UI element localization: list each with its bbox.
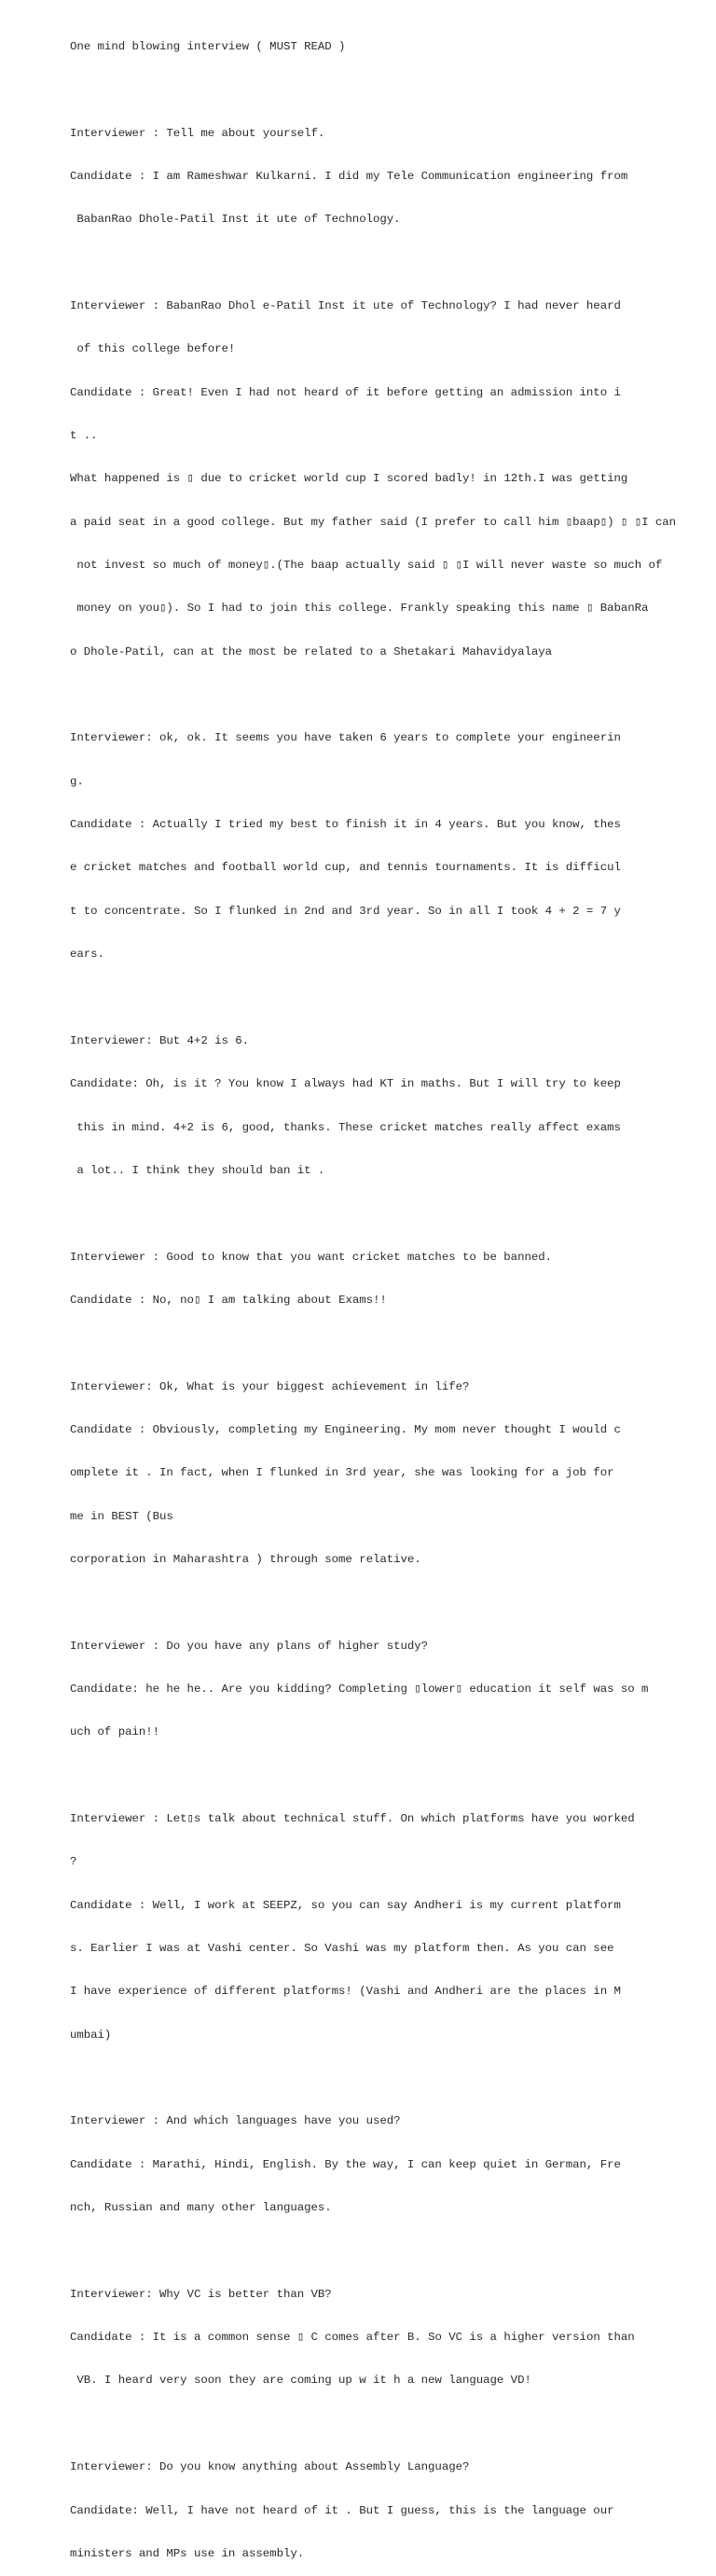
dialogue-line: Interviewer: Why VC is better than VB?: [70, 2287, 332, 2301]
dialogue-line: ?: [70, 1855, 77, 1869]
dialogue-line: omplete it . In fact, when I flunked in 3rd year, she was looking for a job for: [70, 1466, 614, 1480]
dialogue-line: Candidate : Well, I work at SEEPZ, so you can say Andheri is my current platform: [70, 1898, 621, 1912]
dialogue-line: BabanRao Dhole-Patil Inst it ute of Technology.: [70, 213, 401, 227]
blank-line: [70, 83, 695, 97]
dialogue-line: Candidate : It is a common sense ▯ C comes after B. So VC is a higher version than: [70, 2331, 635, 2345]
dialogue-line: Interviewer : Do you have any plans of higher study?: [70, 1639, 429, 1653]
dialogue-line: o Dhole-Patil, can at the most be related to a Shetakari Mahavidyalaya: [70, 644, 552, 658]
dialogue-line: Candidate: he he he.. Are you kidding? Completing ▯lower▯ education it self was so m: [70, 1682, 649, 1696]
blank-line: [70, 2071, 695, 2085]
dialogue-line: Interviewer: Do you know anything about Assembly Language?: [70, 2460, 470, 2474]
dialogue-line: Candidate : Obviously, completing my Engineering. My mom never thought I would c: [70, 1422, 621, 1436]
dialogue-line: g.: [70, 774, 84, 788]
dialogue-line: Interviewer: ok, ok. It seems you have taken 6 years to complete your engineerin: [70, 731, 621, 745]
dialogue-line: umbai): [70, 2028, 112, 2042]
dialogue-line: Candidate : No, no▯ I am talking about Exams!!: [70, 1293, 387, 1307]
dialogue-line: Candidate : Great! Even I had not heard of it before getting an admission into i: [70, 385, 621, 399]
dialogue-line: e cricket matches and football world cup, and tennis tournaments. It is difficul: [70, 861, 621, 875]
dialogue-line: a paid seat in a good college. But my father said (I prefer to call him ▯baap▯) ▯ ▯I can: [70, 515, 677, 529]
dialogue-line: Interviewer : Let▯s talk about technical stuff. On which platforms have you worked: [70, 1812, 635, 1825]
blank-line: [70, 2244, 695, 2258]
document-title: One mind blowing interview ( MUST READ ): [70, 39, 346, 53]
dialogue-line: I have experience of different platforms! (Vashi and Andheri are the places in M: [70, 1985, 621, 1999]
dialogue-line: Candidate : Actually I tried my best to finish it in 4 years. But you know, thes: [70, 818, 621, 832]
blank-line: [70, 256, 695, 270]
blank-line: [70, 990, 695, 1004]
dialogue-line: VB. I heard very soon they are coming up w it h a new language VD!: [70, 2374, 531, 2388]
dialogue-line: s. Earlier I was at Vashi center. So Vashi was my platform then. As you can see: [70, 1942, 614, 1956]
dialogue-line: me in BEST (Bus: [70, 1509, 173, 1523]
blank-line: [70, 2417, 695, 2431]
dialogue-line: Interviewer : Tell me about yourself.: [70, 126, 325, 140]
dialogue-line: uch of pain!!: [70, 1725, 160, 1739]
dialogue-line: ministers and MPs use in assembly.: [70, 2546, 305, 2560]
blank-line: [70, 688, 695, 702]
dialogue-line: Interviewer : And which languages have you used?: [70, 2114, 401, 2128]
dialogue-line: What happened is ▯ due to cricket world cup I scored badly! in 12th.I was getting: [70, 472, 628, 486]
dialogue-line: this in mind. 4+2 is 6, good, thanks. These cricket matches really affect exams: [70, 1120, 621, 1134]
dialogue-line: Interviewer: Ok, What is your biggest achievement in life?: [70, 1379, 470, 1393]
dialogue-line: Candidate: Well, I have not heard of it . But I guess, this is the language our: [70, 2503, 614, 2517]
dialogue-line: not invest so much of money▯.(The baap actually said ▯ ▯I will never waste so much of: [70, 559, 663, 573]
dialogue-line: of this college before!: [70, 342, 236, 356]
dialogue-line: a lot.. I think they should ban it .: [70, 1163, 325, 1177]
blank-line: [70, 1769, 695, 1783]
blank-line: [70, 1336, 695, 1350]
dialogue-line: Candidate : I am Rameshwar Kulkarni. I did my Tele Communication engineering from: [70, 169, 628, 183]
dialogue-line: nch, Russian and many other languages.: [70, 2201, 332, 2215]
blank-line: [70, 1596, 695, 1610]
dialogue-line: Candidate : Marathi, Hindi, English. By the way, I can keep quiet in German, Fre: [70, 2157, 621, 2171]
dialogue-line: money on you▯). So I had to join this college. Frankly speaking this name ▯ BabanRa: [70, 602, 649, 616]
dialogue-line: t to concentrate. So I flunked in 2nd and 3rd year. So in all I took 4 + 2 = 7 y: [70, 904, 621, 918]
dialogue-line: Interviewer : Good to know that you want cricket matches to be banned.: [70, 1250, 552, 1264]
dialogue-line: Candidate: Oh, is it ? You know I always had KT in maths. But I will try to keep: [70, 1077, 621, 1091]
dialogue-line: Interviewer : BabanRao Dhol e-Patil Inst it ute of Technology? I had never heard: [70, 298, 621, 312]
document-body: [70, 11, 695, 2576]
dialogue-line: corporation in Maharashtra ) through some relative.: [70, 1552, 421, 1566]
dialogue-line: t ..: [70, 429, 98, 442]
blank-line: [70, 1207, 695, 1221]
dialogue-line: ears.: [70, 948, 104, 962]
dialogue-line: Interviewer: But 4+2 is 6.: [70, 1033, 250, 1047]
